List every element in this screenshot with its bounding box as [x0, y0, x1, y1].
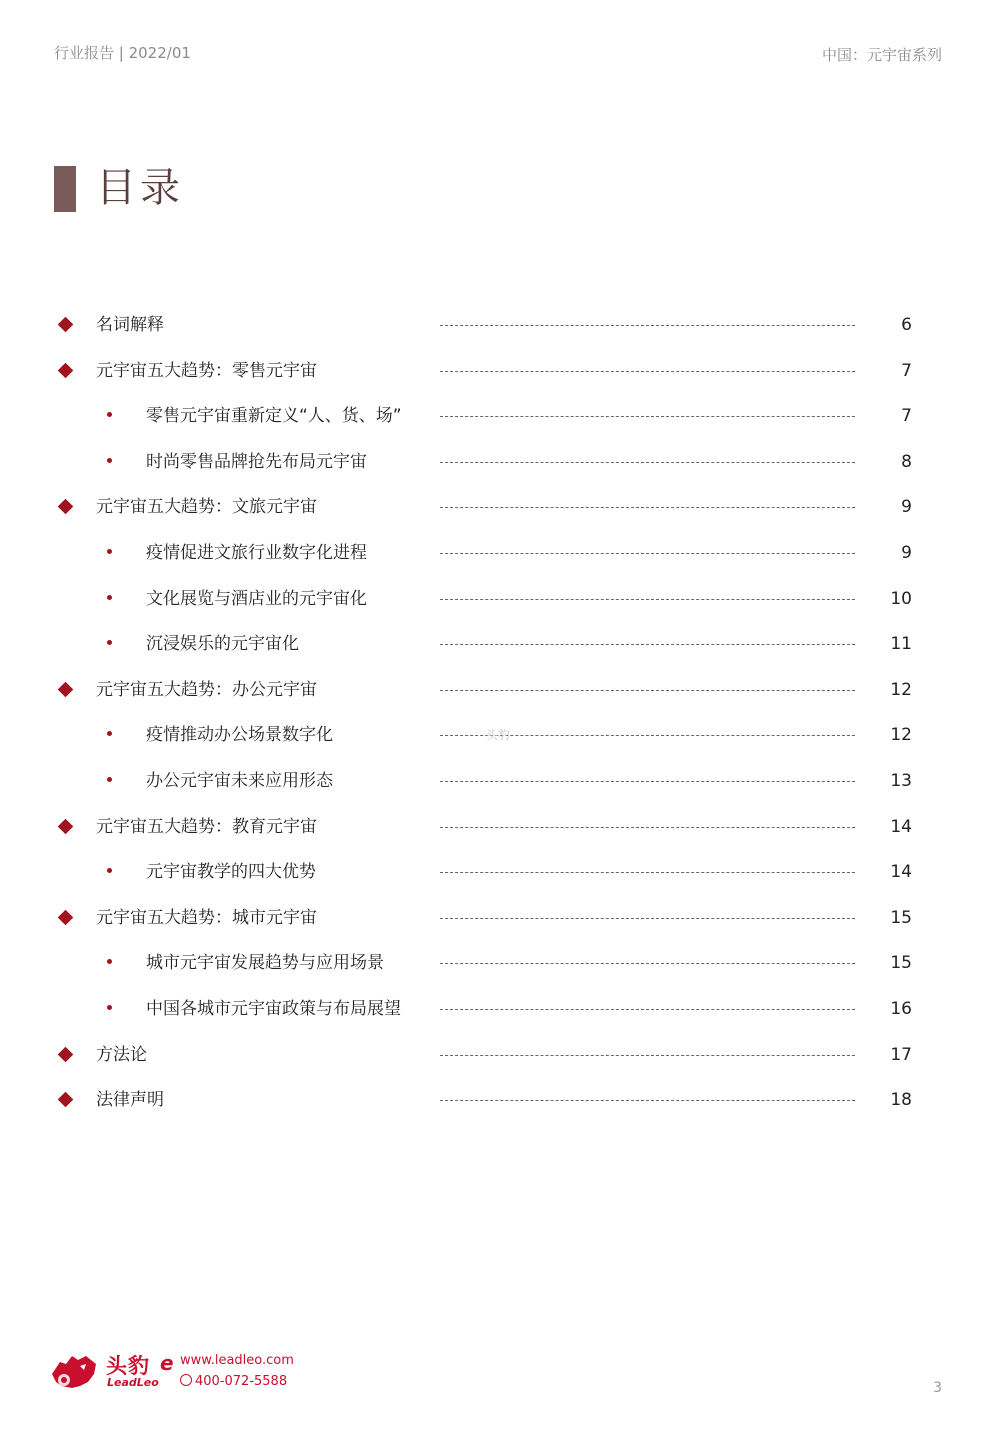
diamond-bullet-icon — [58, 499, 74, 515]
toc-entry-label: 疫情促进文旅行业数字化进程 — [146, 542, 367, 563]
toc-entry-page: 15 — [890, 953, 912, 974]
leopard-logo-icon — [50, 1352, 98, 1392]
toc-entry[interactable] — [0, 394, 998, 440]
logo-text-cn: 头豹 — [106, 1354, 150, 1378]
logo-text-en: LeadLeo — [107, 1376, 159, 1389]
toc-entry-label: 元宇宙五大趋势：城市元宇宙 — [96, 907, 317, 928]
toc-leader-line — [440, 690, 855, 691]
toc-entry-page: 10 — [890, 588, 912, 609]
toc-entry-page: 12 — [890, 725, 912, 746]
diamond-bullet-icon — [58, 818, 74, 834]
toc-entry[interactable] — [0, 485, 998, 531]
toc-entry[interactable] — [0, 349, 998, 395]
diamond-bullet-icon — [58, 909, 74, 925]
toc-entry-page: 7 — [901, 406, 912, 427]
toc-entry-page: 15 — [890, 907, 912, 928]
toc-entry-page: 18 — [890, 1090, 912, 1111]
header-series-label: 中国：元宇宙系列 — [821, 46, 942, 64]
toc-entry-page: 14 — [890, 816, 912, 837]
dot-bullet-icon — [107, 777, 112, 782]
phone-number — [180, 1374, 287, 1389]
diamond-bullet-icon — [58, 681, 74, 697]
toc-entry-label: 元宇宙五大趋势：零售元宇宙 — [96, 360, 317, 381]
toc-entry-label: 中国各城市元宇宙政策与布局展望 — [146, 998, 401, 1019]
dot-bullet-icon — [107, 412, 112, 417]
toc-entry[interactable] — [0, 1033, 998, 1079]
logo-e-mark: e — [160, 1351, 174, 1375]
dot-bullet-icon — [107, 868, 112, 873]
website-link[interactable]: www.leadleo.com — [180, 1353, 294, 1368]
toc-entry-page: 7 — [901, 360, 912, 381]
diamond-bullet-icon — [58, 1046, 74, 1062]
toc-entry[interactable] — [0, 668, 998, 714]
toc-entry-page: 6 — [901, 315, 912, 335]
toc-leader-line — [440, 781, 855, 782]
toc-leader-line — [440, 416, 855, 417]
table-of-contents — [0, 303, 998, 1124]
header-report-label: 行业报告 | 2022/01 — [54, 44, 191, 62]
toc-entry-label: 元宇宙五大趋势：办公元宇宙 — [96, 679, 317, 700]
toc-leader-line — [440, 644, 855, 645]
diamond-bullet-icon — [58, 1092, 74, 1108]
toc-entry-label: 元宇宙五大趋势：文旅元宇宙 — [96, 497, 317, 518]
footer-logo[interactable] — [50, 1350, 300, 1394]
dot-bullet-icon — [107, 731, 112, 736]
toc-entry-page: 17 — [890, 1044, 912, 1065]
phone-icon — [180, 1374, 192, 1386]
toc-leader-line — [440, 325, 855, 326]
toc-entry[interactable] — [0, 531, 998, 577]
toc-leader-line — [440, 918, 855, 919]
toc-entry-page: 8 — [901, 451, 912, 472]
toc-entry[interactable] — [0, 805, 998, 851]
toc-leader-line — [440, 371, 855, 372]
toc-entry-page: 12 — [890, 679, 912, 700]
toc-entry-page: 16 — [890, 998, 912, 1019]
dot-bullet-icon — [107, 959, 112, 964]
dot-bullet-icon — [107, 595, 112, 600]
toc-entry-page: 9 — [901, 542, 912, 563]
dot-bullet-icon — [107, 640, 112, 645]
toc-leader-line — [440, 1009, 855, 1010]
toc-entry[interactable] — [0, 941, 998, 987]
dot-bullet-icon — [107, 458, 112, 463]
toc-entry-label: 名词解释 — [96, 315, 164, 335]
toc-entry[interactable] — [0, 303, 998, 349]
toc-entry-label: 元宇宙教学的四大优势 — [146, 862, 316, 883]
toc-entry-label: 法律声明 — [96, 1090, 164, 1111]
toc-leader-line — [440, 827, 855, 828]
page-number: 3 — [933, 1380, 942, 1396]
toc-entry-label: 零售元宇宙重新定义“人、货、场” — [146, 406, 402, 427]
dot-bullet-icon — [107, 549, 112, 554]
toc-leader-line — [440, 462, 855, 463]
toc-entry-page: 13 — [890, 770, 912, 791]
toc-leader-line — [440, 599, 855, 600]
toc-entry-page: 9 — [901, 497, 912, 518]
toc-entry[interactable] — [0, 987, 998, 1033]
toc-entry[interactable] — [0, 896, 998, 942]
toc-entry-label: 元宇宙五大趋势：教育元宇宙 — [96, 816, 317, 837]
toc-entry-label: 文化展览与酒店业的元宇宙化 — [146, 588, 367, 609]
toc-entry[interactable] — [0, 577, 998, 623]
toc-entry-label: 时尚零售品牌抢先布局元宇宙 — [146, 451, 367, 472]
phone-text: 400-072-5588 — [195, 1374, 288, 1389]
toc-leader-line — [440, 872, 855, 873]
toc-entry[interactable] — [0, 1078, 998, 1124]
toc-leader-line — [440, 1100, 855, 1101]
toc-entry[interactable] — [0, 850, 998, 896]
toc-entry-label: 方法论 — [96, 1044, 147, 1065]
title-accent-bar — [54, 166, 76, 212]
toc-entry-page: 11 — [890, 634, 912, 655]
watermark: 头豹 — [486, 728, 511, 742]
toc-entry-label: 沉浸娱乐的元宇宙化 — [146, 634, 299, 655]
toc-leader-line — [440, 1055, 855, 1056]
toc-entry[interactable] — [0, 759, 998, 805]
toc-leader-line — [440, 507, 855, 508]
toc-entry-page: 14 — [890, 862, 912, 883]
toc-leader-line — [440, 963, 855, 964]
toc-entry-label: 办公元宇宙未来应用形态 — [146, 770, 333, 791]
diamond-bullet-icon — [58, 317, 74, 333]
toc-entry-label: 疫情推动办公场景数字化 — [146, 725, 333, 746]
toc-leader-line — [440, 553, 855, 554]
toc-entry[interactable] — [0, 622, 998, 668]
toc-entry-label: 城市元宇宙发展趋势与应用场景 — [146, 953, 384, 974]
page-title: 目录 — [96, 165, 184, 211]
dot-bullet-icon — [107, 1005, 112, 1010]
diamond-bullet-icon — [58, 362, 74, 378]
toc-entry[interactable] — [0, 440, 998, 486]
